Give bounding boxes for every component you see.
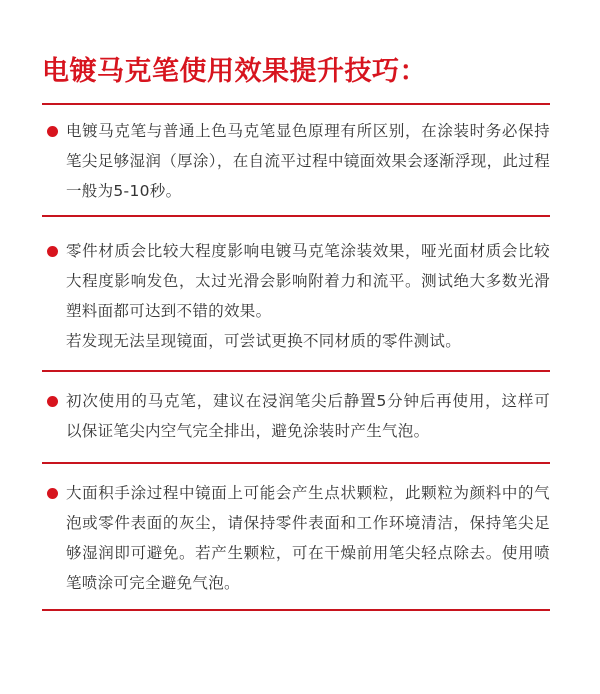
tip-text	[66, 386, 550, 446]
bullet-icon	[47, 246, 58, 257]
divider	[42, 609, 550, 611]
tip-paragraph: 电镀马克笔与普通上色马克笔显色原理有所区别，在涂装时务必保持笔尖足够湿润（厚涂），在自流平过程中镜面效果会逐渐浮现，此过程一般为5-10秒。	[66, 122, 550, 200]
tip-text	[66, 478, 550, 598]
tip-text	[66, 116, 550, 206]
bullet-icon	[47, 488, 58, 499]
divider	[42, 370, 550, 372]
bullet-icon	[47, 126, 58, 137]
tip-text	[66, 236, 550, 356]
divider	[42, 462, 550, 464]
divider	[42, 215, 550, 217]
tip-paragraph: 零件材质会比较大程度影响电镀马克笔涂装效果，哑光面材质会比较大程度影响发色，太过光滑会影响附着力和流平。测试绝大多数光滑塑料面都可达到不错的效果。	[66, 242, 550, 320]
tip-paragraph: 若发现无法呈现镜面，可尝试更换不同材质的零件测试。	[66, 332, 462, 350]
page-title: 电镀马克笔使用效果提升技巧：	[42, 56, 427, 87]
tip-paragraph: 大面积手涂过程中镜面上可能会产生点状颗粒，此颗粒为颜料中的气泡或零件表面的灰尘，请保持零件表面和工作环境清洁，保持笔尖足够湿润即可避免。若产生颗粒，可在干燥前用笔尖轻点除去。使用喷笔喷涂可完全避免气泡。	[66, 484, 550, 592]
tip-paragraph: 初次使用的马克笔，建议在浸润笔尖后静置5分钟后再使用，这样可以保证笔尖内空气完全排出，避免涂装时产生气泡。	[66, 392, 550, 440]
divider	[42, 103, 550, 105]
bullet-icon	[47, 396, 58, 407]
